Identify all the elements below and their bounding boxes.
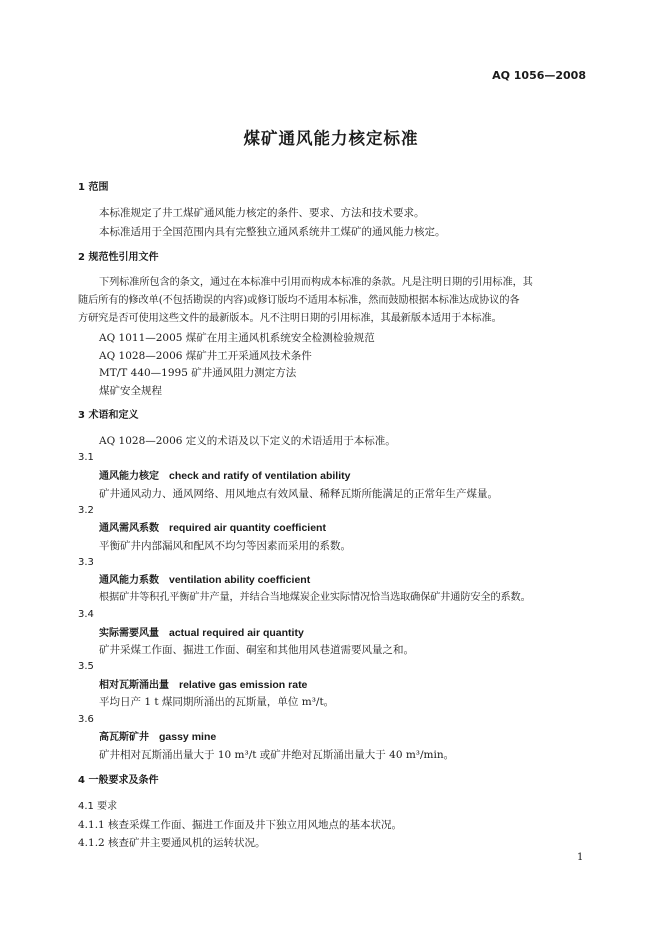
term-number: 3.3	[78, 557, 94, 568]
term-chinese: 实际需要风量	[99, 628, 159, 639]
term-number: 3.1	[78, 452, 94, 463]
term-number: 3.2	[78, 505, 94, 516]
term-english: required air quantity coefficient	[169, 522, 326, 534]
term-english: actual required air quantity	[169, 627, 304, 639]
term-definition: 平均日产 1 t 煤同期所涌出的瓦斯量，单位 m³/t。	[99, 696, 335, 708]
term-english: relative gas emission rate	[179, 679, 308, 691]
term-definition: 矿井采煤工作面、掘进工作面、硐室和其他用风巷道需要风量之和。	[99, 644, 414, 656]
term-chinese: 通风能力核定	[99, 471, 159, 482]
page-number: 1	[577, 852, 584, 863]
term-chinese: 通风需风系数	[99, 523, 159, 534]
section-1-heading: 1 范围	[78, 182, 109, 193]
term-chinese: 相对瓦斯涌出量	[99, 680, 169, 691]
term-definition: 矿井相对瓦斯涌出量大于 10 m³/t 或矿井绝对瓦斯涌出量大于 40 m³/min。	[99, 749, 455, 761]
term-heading	[99, 678, 307, 693]
term-chinese: 高瓦斯矿井	[99, 732, 149, 743]
section-2-heading: 2 规范性引用文件	[78, 252, 159, 263]
term-chinese: 通风能力系数	[99, 575, 159, 586]
subsection-heading: 4.1 要求	[78, 801, 118, 812]
term-heading	[99, 521, 326, 536]
term-number: 3.4	[78, 609, 94, 620]
term-english: check and ratify of ventilation ability	[169, 470, 351, 482]
term-heading	[99, 573, 310, 588]
page-title: 煤矿通风能力核定标准	[243, 129, 419, 148]
section-3-intro: AQ 1028—2006 定义的术语及以下定义的术语适用于本标准。	[99, 435, 396, 447]
section-1-paragraph: 本标准适用于全国范围内具有完整独立通风系统井工煤矿的通风能力核定。	[99, 226, 446, 238]
requirement-item: 4.1.2 核查矿井主要通风机的运转状况。	[78, 837, 266, 849]
section-3-heading: 3 术语和定义	[78, 410, 139, 421]
reference-item: AQ 1028—2006 煤矿井工开采通风技术条件	[99, 350, 312, 362]
term-definition: 平衡矿井内部漏风和配风不均匀等因素而采用的系数。	[99, 540, 351, 552]
standard-code: AQ 1056—2008	[492, 69, 586, 82]
term-english: gassy mine	[159, 731, 217, 743]
reference-item: 煤矿安全规程	[99, 385, 162, 397]
term-heading	[99, 626, 304, 641]
term-number: 3.6	[78, 714, 94, 725]
section-1-paragraph: 本标准规定了井工煤矿通风能力核定的条件、要求、方法和技术要求。	[99, 207, 425, 219]
section-2-paragraph: 下列标准所包含的条文，通过在本标准中引用而构成本标准的条款。凡是注明日期的引用标准，其	[99, 277, 533, 288]
term-definition: 根据矿井等积孔平衡矿井产量，并结合当地煤炭企业实际情况恰当选取确保矿井通防安全的系数。	[99, 592, 531, 603]
requirement-item: 4.1.1 核查采煤工作面、掘进工作面及井下独立用风地点的基本状况。	[78, 819, 403, 831]
term-heading	[99, 730, 216, 745]
term-definition: 矿井通风动力、通风网络、用风地点有效风量、稀释瓦斯所能满足的正常年生产煤量。	[99, 488, 498, 500]
reference-item: MT/T 440—1995 矿井通风阻力测定方法	[99, 367, 297, 379]
term-heading	[99, 469, 350, 484]
term-english: ventilation ability coefficient	[169, 574, 311, 586]
section-2-paragraph: 随后所有的修改单(不包括勘误的内容)或修订版均不适用本标准，然而鼓励根据本标准达成协议的各	[78, 295, 520, 306]
term-number: 3.5	[78, 661, 94, 672]
section-2-paragraph: 方研究是否可使用这些文件的最新版本。凡不注明日期的引用标准，其最新版本适用于本标准。	[78, 313, 502, 324]
section-4-heading: 4 一般要求及条件	[78, 775, 159, 786]
reference-item: AQ 1011—2005 煤矿在用主通风机系统安全检测检验规范	[99, 332, 375, 344]
